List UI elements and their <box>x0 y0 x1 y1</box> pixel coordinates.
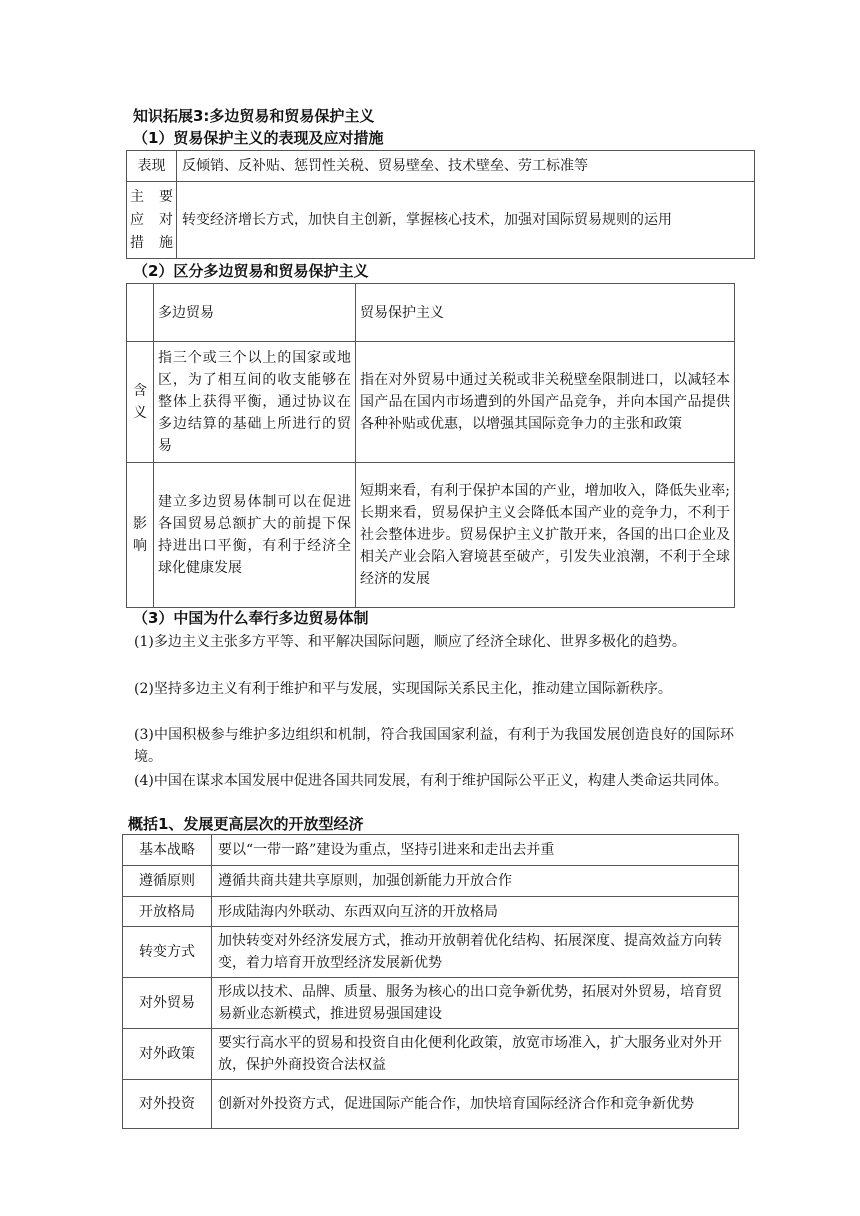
header-blank-cell <box>127 284 154 342</box>
meaning-protectionism: 指在对外贸易中通过关税或非关税壁垒限制进口，以减轻本国产品在国内市场遭到的外国产品竞争，并向本国产品提供各种补贴或优惠，以增强其国际竞争力的主张和政策 <box>356 342 735 463</box>
section1-title: （1）贸易保护主义的表现及应对措施 <box>133 129 384 147</box>
impact-multilateral: 建立多边贸易体制可以在促进各国贸易总额扩大的前提下保持进出口平衡，有利于经济全球化健康发展 <box>154 463 356 608</box>
table-row <box>123 835 739 866</box>
row-label: 对外投资 <box>123 1080 212 1129</box>
row-label-manifestation: 表现 <box>127 151 177 182</box>
row-label: 转变方式 <box>123 927 212 978</box>
manifestation-text: 反倾销、反补贴、惩罚性关税、贸易壁垒、技术壁垒、劳工标准等 <box>177 151 755 182</box>
main-heading: 知识拓展3:多边贸易和贸易保护主义 <box>133 107 375 125</box>
list-item: (2)坚持多边主义有利于维护和平与发展，实现国际关系民主化，推动建立国际新秩序。 <box>134 681 672 697</box>
row-label: 遵循原则 <box>123 866 212 897</box>
table-row <box>123 866 739 897</box>
table-row <box>123 1080 739 1129</box>
header-protectionism: 贸易保护主义 <box>356 284 735 342</box>
list-item: (3)中国积极参与维护多边组织和机制，符合我国国家利益，有利于为我国发展创造良好的国际环境。 <box>134 727 734 765</box>
table-row <box>123 897 739 927</box>
table-row <box>123 978 739 1029</box>
row-label-impact: 影响 <box>127 463 154 608</box>
header-multilateral: 多边贸易 <box>154 284 356 342</box>
row-text: 要实行高水平的贸易和投资自由化便利化政策，放宽市场准入，扩大服务业对外开放，保护外商投资合法权益 <box>212 1029 739 1080</box>
list-item: (4)中国在谋求本国发展中促进各国共同发展，有利于维护国际公平正义，构建人类命运共同体。 <box>134 773 728 789</box>
row-text: 遵循共商共建共享原则，加强创新能力开放合作 <box>212 866 739 897</box>
section4-title: 概括1、发展更高层次的开放型经济 <box>128 815 364 833</box>
list-item: (1)多边主义主张多方平等、和平解决国际问题，顺应了经济全球化、世界多极化的趋势。 <box>134 634 686 650</box>
table-row <box>127 342 735 463</box>
row-text: 加快转变对外经济发展方式，推动开放朝着优化结构、拓展深度、提高效益方向转变，着力培育开放型经济发展新优势 <box>212 927 739 978</box>
row-label: 对外政策 <box>123 1029 212 1080</box>
protectionism-table <box>126 150 755 259</box>
row-text: 形成陆海内外联动、东西双向互济的开放格局 <box>212 897 739 927</box>
table-row <box>123 1029 739 1080</box>
table-row <box>127 463 735 608</box>
row-label-meaning: 含义 <box>127 342 154 463</box>
open-economy-table <box>122 834 739 1129</box>
row-text: 形成以技术、品牌、质量、服务为核心的出口竞争新优势，拓展对外贸易，培育贸易新业态新模式，推进贸易强国建设 <box>212 978 739 1029</box>
table-row <box>127 284 735 342</box>
section2-title: （2）区分多边贸易和贸易保护主义 <box>133 262 369 280</box>
meaning-multilateral: 指三个或三个以上的国家或地区，为了相互间的收支能够在整体上获得平衡，通过协议在多边结算的基础上所进行的贸易 <box>154 342 356 463</box>
table-row <box>127 151 755 182</box>
row-label: 基本战略 <box>123 835 212 866</box>
impact-protectionism: 短期来看，有利于保护本国的产业，增加收入，降低失业率;长期来看，贸易保护主义会降低本国产业的竞争力，不利于社会整体进步。贸易保护主义扩散开来，各国的出口企业及相关产业会陷入窘境甚至破产，引发失业浪潮，不利于全球经济的发展 <box>356 463 735 608</box>
row-label: 开放格局 <box>123 897 212 927</box>
measures-text: 转变经济增长方式，加快自主创新，掌握核心技术，加强对国际贸易规则的运用 <box>177 182 755 259</box>
row-label-measures: 主要 应对 措施 <box>127 182 177 259</box>
row-text: 要以“一带一路”建设为重点，坚持引进来和走出去并重 <box>212 835 739 866</box>
table-row <box>127 182 755 259</box>
section3-title: （3）中国为什么奉行多边贸易体制 <box>133 609 369 627</box>
comparison-table <box>126 283 735 608</box>
table-row <box>123 927 739 978</box>
row-text: 创新对外投资方式，促进国际产能合作，加快培育国际经济合作和竞争新优势 <box>212 1080 739 1129</box>
row-label: 对外贸易 <box>123 978 212 1029</box>
